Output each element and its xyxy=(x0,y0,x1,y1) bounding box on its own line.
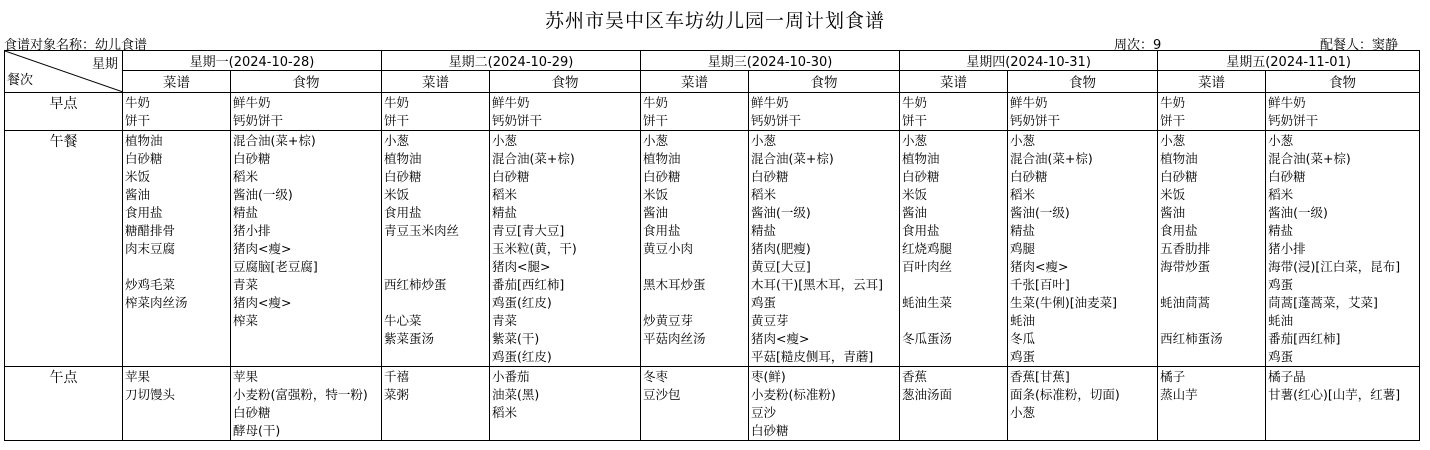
food-item: 混合油(菜+棕) xyxy=(233,133,316,148)
recipe-item: 牛奶 xyxy=(902,95,928,110)
food-item: 小麦粉(富强粉，特一粉) xyxy=(233,387,368,402)
recipe-item xyxy=(384,258,487,276)
food-item: 鸡腿 xyxy=(1010,241,1036,256)
corner-meal-label: 餐次 xyxy=(7,73,34,88)
food-item: 茼蒿[蓬蒿菜，艾菜] xyxy=(1268,295,1378,310)
food-item xyxy=(1010,422,1155,440)
recipe-item: 酱油 xyxy=(1160,205,1186,220)
food-item: 鲜牛奶 xyxy=(233,95,271,110)
recipe-item: 榨菜肉丝汤 xyxy=(125,295,188,310)
food-item: 鸡蛋 xyxy=(1268,277,1294,292)
page-title: 苏州市吴中区车坊幼儿园一周计划食谱 xyxy=(544,10,885,32)
food-item: 鸡蛋(红皮) xyxy=(492,295,552,310)
recipe-item xyxy=(902,312,1005,330)
food-item: 鸡蛋(红皮) xyxy=(492,349,552,364)
food-item: 青菜 xyxy=(233,277,259,292)
recipe-item xyxy=(1160,422,1263,440)
food-item: 小葱 xyxy=(751,133,777,148)
food-column-header: 食物 xyxy=(490,71,641,93)
food-item: 稻米 xyxy=(1268,187,1294,202)
food-cell xyxy=(490,131,641,367)
food-item: 钙奶饼干 xyxy=(1268,113,1319,128)
recipe-item: 米饭 xyxy=(1160,187,1186,202)
recipe-item: 豆沙包 xyxy=(643,387,681,402)
recipe-item: 菜粥 xyxy=(384,387,410,402)
recipe-item xyxy=(384,348,487,366)
food-item: 混合油(菜+棕) xyxy=(492,151,575,166)
recipe-item: 冬枣 xyxy=(643,369,669,384)
recipe-item: 牛奶 xyxy=(125,95,151,110)
recipe-cell xyxy=(900,93,1008,131)
food-item: 猪肉(肥瘦) xyxy=(751,241,811,256)
food-item: 钙奶饼干 xyxy=(233,113,284,128)
food-item: 猪肉<瘦> xyxy=(751,331,810,346)
food-item: 鲜牛奶 xyxy=(492,95,530,110)
recipe-item: 刀切馒头 xyxy=(125,387,176,402)
recipe-item xyxy=(384,240,487,258)
meal-row xyxy=(5,131,1420,367)
recipe-item: 五香肋排 xyxy=(1160,241,1211,256)
recipe-item: 紫菜蛋汤 xyxy=(384,331,435,346)
day-header: 星期四(2024-10-31) xyxy=(900,51,1158,71)
meal-label: 午点 xyxy=(5,367,123,441)
recipe-item: 米饭 xyxy=(125,169,151,184)
food-item xyxy=(1268,404,1417,422)
recipe-item: 植物油 xyxy=(902,151,940,166)
food-item: 豆沙 xyxy=(751,405,777,420)
food-item: 黄豆芽 xyxy=(751,313,789,328)
recipe-item: 平菇肉丝汤 xyxy=(643,331,706,346)
food-item: 精盐 xyxy=(751,223,777,238)
recipe-item: 牛心菜 xyxy=(384,313,422,328)
food-item: 猪肉<腿> xyxy=(492,259,551,274)
recipe-item: 冬瓜蛋汤 xyxy=(902,331,953,346)
food-item: 钙奶饼干 xyxy=(492,113,543,128)
recipe-cell xyxy=(1158,93,1266,131)
food-cell xyxy=(1266,367,1420,441)
food-item: 鸡蛋 xyxy=(751,295,777,310)
recipe-item xyxy=(902,276,1005,294)
day-header: 星期三(2024-10-30) xyxy=(641,51,900,71)
staff-name: 配餐人：窦静 xyxy=(1320,38,1399,53)
food-item: 番茄[西红柿] xyxy=(1268,331,1341,346)
day-header: 星期五(2024-11-01) xyxy=(1158,51,1420,71)
food-item: 香蕉[甘蕉] xyxy=(1010,369,1070,384)
recipe-column-header: 菜谱 xyxy=(1158,71,1266,93)
food-item: 稻米 xyxy=(492,187,518,202)
food-item: 橘子晶 xyxy=(1268,369,1306,384)
food-item xyxy=(233,348,379,366)
food-item: 稻米 xyxy=(492,405,518,420)
recipe-item: 植物油 xyxy=(384,151,422,166)
food-item: 小葱 xyxy=(1010,133,1036,148)
recipe-item xyxy=(902,422,1005,440)
food-cell xyxy=(490,367,641,441)
food-item xyxy=(492,422,638,440)
food-item: 木耳(干)[黑木耳，云耳] xyxy=(751,277,884,292)
recipe-item xyxy=(125,258,228,276)
corner-cell xyxy=(5,51,123,93)
recipe-item: 植物油 xyxy=(643,151,681,166)
recipe-item xyxy=(643,258,746,276)
food-item: 蚝油 xyxy=(1010,313,1036,328)
food-item: 黄豆[大豆] xyxy=(751,259,811,274)
food-item: 混合油(菜+棕) xyxy=(1010,151,1093,166)
food-item: 冬瓜 xyxy=(1010,331,1036,346)
recipe-cell xyxy=(1158,367,1266,441)
recipe-item: 饼干 xyxy=(384,113,410,128)
food-cell xyxy=(1266,131,1420,367)
food-item: 精盐 xyxy=(233,205,259,220)
recipe-cell xyxy=(382,367,490,441)
recipe-item: 海带炒蛋 xyxy=(1160,259,1211,274)
food-item: 白砂糖 xyxy=(233,405,271,420)
recipe-item: 肉末豆腐 xyxy=(125,241,176,256)
food-cell xyxy=(490,93,641,131)
food-item: 鲜牛奶 xyxy=(751,95,789,110)
food-item: 猪小排 xyxy=(233,223,271,238)
food-item: 酱油(一级) xyxy=(1010,205,1070,220)
food-item: 精盐 xyxy=(492,205,518,220)
food-item: 小番茄 xyxy=(492,369,530,384)
recipe-item: 牛奶 xyxy=(1160,95,1186,110)
recipe-cell xyxy=(900,367,1008,441)
recipe-item: 米饭 xyxy=(643,187,669,202)
recipe-item: 蚝油生菜 xyxy=(902,295,953,310)
food-cell xyxy=(749,131,900,367)
food-item: 平菇[糙皮侧耳，青蘑] xyxy=(751,349,874,364)
meal-label: 午餐 xyxy=(5,131,123,367)
food-cell xyxy=(1266,93,1420,131)
food-item: 生菜(牛俐)[油麦菜] xyxy=(1010,295,1118,310)
recipe-item: 牛奶 xyxy=(643,95,669,110)
food-item: 酱油(一级) xyxy=(751,205,811,220)
recipe-item xyxy=(125,312,228,330)
recipe-item xyxy=(384,294,487,312)
food-column-header: 食物 xyxy=(231,71,382,93)
food-item: 面条(标准粉，切面) xyxy=(1010,387,1120,402)
food-item: 白砂糖 xyxy=(233,151,271,166)
recipe-item: 千禧 xyxy=(384,369,410,384)
recipe-cell xyxy=(382,93,490,131)
recipe-item: 饼干 xyxy=(125,113,151,128)
food-cell xyxy=(1008,93,1158,131)
recipe-item: 酱油 xyxy=(125,187,151,202)
food-item: 猪肉<瘦> xyxy=(233,295,292,310)
food-item: 鲜牛奶 xyxy=(1268,95,1306,110)
recipe-item: 食用盐 xyxy=(902,223,940,238)
recipe-item: 黑木耳炒蛋 xyxy=(643,277,706,292)
food-cell xyxy=(1008,367,1158,441)
recipe-item: 葱油汤面 xyxy=(902,387,953,402)
recipe-item: 西红柿蛋汤 xyxy=(1160,331,1223,346)
recipe-item: 饼干 xyxy=(902,113,928,128)
recipe-item xyxy=(643,422,746,440)
recipe-item xyxy=(1160,404,1263,422)
food-item: 小葱 xyxy=(492,133,518,148)
header-row-days xyxy=(5,51,1420,71)
recipe-item: 饼干 xyxy=(643,113,669,128)
food-item: 紫菜(干) xyxy=(492,331,540,346)
recipe-cell xyxy=(900,131,1008,367)
food-cell xyxy=(231,93,382,131)
recipe-item: 白砂糖 xyxy=(1160,169,1198,184)
recipe-item: 植物油 xyxy=(125,133,163,148)
food-item: 豆腐脑[老豆腐] xyxy=(233,259,318,274)
recipe-item xyxy=(1160,348,1263,366)
food-item: 海带(浸)[江白菜，昆布] xyxy=(1268,259,1401,274)
recipe-item: 小葱 xyxy=(1160,133,1186,148)
food-item: 鲜牛奶 xyxy=(1010,95,1048,110)
food-item: 鸡蛋 xyxy=(1268,349,1294,364)
recipe-cell xyxy=(641,131,749,367)
food-item: 酱油(一级) xyxy=(233,187,293,202)
recipe-cell xyxy=(123,131,231,367)
food-cell xyxy=(1008,131,1158,367)
food-item: 混合油(菜+棕) xyxy=(751,151,834,166)
recipe-item: 牛奶 xyxy=(384,95,410,110)
recipe-item xyxy=(384,404,487,422)
recipe-item xyxy=(125,348,228,366)
corner-week-label: 星期 xyxy=(91,57,118,72)
recipe-item: 蒸山芋 xyxy=(1160,387,1198,402)
day-header: 星期二(2024-10-29) xyxy=(382,51,641,71)
recipe-item: 食用盐 xyxy=(384,205,422,220)
food-column-header: 食物 xyxy=(1008,71,1158,93)
food-item: 蚝油 xyxy=(1268,313,1294,328)
recipe-item: 小葱 xyxy=(643,133,669,148)
food-item: 猪肉<瘦> xyxy=(1010,259,1069,274)
recipe-item xyxy=(125,422,228,440)
header-row-columns xyxy=(5,71,1420,93)
recipe-item xyxy=(1160,312,1263,330)
recipe-item xyxy=(643,404,746,422)
recipe-item: 植物油 xyxy=(1160,151,1198,166)
recipe-item xyxy=(643,348,746,366)
food-item: 白砂糖 xyxy=(751,423,789,438)
food-cell xyxy=(749,93,900,131)
food-item: 小葱 xyxy=(1268,133,1294,148)
food-item: 稻米 xyxy=(1010,187,1036,202)
recipe-cell xyxy=(123,93,231,131)
recipe-cell xyxy=(641,93,749,131)
recipe-item xyxy=(384,422,487,440)
recipe-cell xyxy=(382,131,490,367)
recipe-item: 食用盐 xyxy=(1160,223,1198,238)
recipe-item: 食用盐 xyxy=(643,223,681,238)
food-item: 酱油(一级) xyxy=(1268,205,1328,220)
food-item: 钙奶饼干 xyxy=(1010,113,1061,128)
recipe-item: 炒黄豆芽 xyxy=(643,313,694,328)
recipe-item: 黄豆小肉 xyxy=(643,241,694,256)
recipe-cell xyxy=(123,367,231,441)
menu-table xyxy=(4,50,1420,441)
recipe-item: 白砂糖 xyxy=(125,151,163,166)
food-cell xyxy=(749,367,900,441)
recipe-item: 白砂糖 xyxy=(902,169,940,184)
food-item: 稻米 xyxy=(233,169,259,184)
recipe-item: 苹果 xyxy=(125,369,151,384)
food-item: 猪肉<瘦> xyxy=(233,241,292,256)
recipe-item: 食用盐 xyxy=(125,205,163,220)
food-cell xyxy=(231,367,382,441)
food-item: 玉米粒(黄，干) xyxy=(492,241,577,256)
recipe-cell xyxy=(641,367,749,441)
recipe-item xyxy=(1160,276,1263,294)
food-item: 稻米 xyxy=(751,187,777,202)
food-item: 苹果 xyxy=(233,369,259,384)
recipe-item: 米饭 xyxy=(384,187,410,202)
food-column-header: 食物 xyxy=(749,71,900,93)
recipe-item: 白砂糖 xyxy=(384,169,422,184)
food-item: 白砂糖 xyxy=(492,169,530,184)
recipe-item: 橘子 xyxy=(1160,369,1186,384)
food-item: 混合油(菜+棕) xyxy=(1268,151,1351,166)
recipe-column-header: 菜谱 xyxy=(382,71,490,93)
recipe-item: 饼干 xyxy=(1160,113,1186,128)
recipe-cell xyxy=(1158,131,1266,367)
recipe-item: 炒鸡毛菜 xyxy=(125,277,176,292)
recipe-column-header: 菜谱 xyxy=(123,71,231,93)
recipe-item: 小葱 xyxy=(384,133,410,148)
food-cell xyxy=(231,131,382,367)
week-number: 周次：9 xyxy=(1114,38,1162,53)
food-item: 小麦粉(标准粉) xyxy=(751,387,836,402)
food-item: 枣(鲜) xyxy=(751,369,786,384)
recipe-item: 米饭 xyxy=(902,187,928,202)
recipe-item xyxy=(902,348,1005,366)
recipe-item: 青豆玉米肉丝 xyxy=(384,223,460,238)
food-item xyxy=(1268,422,1417,440)
food-item: 白砂糖 xyxy=(1010,169,1048,184)
food-item: 油菜(黑) xyxy=(492,387,540,402)
food-item: 千张[百叶] xyxy=(1010,277,1070,292)
food-column-header: 食物 xyxy=(1266,71,1420,93)
recipe-column-header: 菜谱 xyxy=(900,71,1008,93)
food-item xyxy=(233,330,379,348)
recipe-item xyxy=(902,404,1005,422)
food-item: 精盐 xyxy=(1010,223,1036,238)
recipe-item xyxy=(125,404,228,422)
recipe-item: 红烧鸡腿 xyxy=(902,241,953,256)
meal-row xyxy=(5,367,1420,441)
recipe-item: 酱油 xyxy=(643,205,669,220)
food-item: 青菜 xyxy=(492,313,518,328)
food-item: 榨菜 xyxy=(233,313,259,328)
food-item: 猪小排 xyxy=(1268,241,1306,256)
meal-label: 早点 xyxy=(5,93,123,131)
food-item: 番茄[西红柿] xyxy=(492,277,565,292)
recipe-item: 蚝油茼蒿 xyxy=(1160,295,1211,310)
recipe-item: 糖醋排骨 xyxy=(125,223,176,238)
recipe-column-header: 菜谱 xyxy=(641,71,749,93)
food-item: 小葱 xyxy=(1010,405,1036,420)
recipe-item: 酱油 xyxy=(902,205,928,220)
food-item: 酵母(干) xyxy=(233,423,281,438)
food-item: 精盐 xyxy=(1268,223,1294,238)
food-item: 鸡蛋 xyxy=(1010,349,1036,364)
recipe-item: 白砂糖 xyxy=(643,169,681,184)
meal-row xyxy=(5,93,1420,131)
food-item: 甘薯(红心)[山芋，红薯] xyxy=(1268,387,1401,402)
food-item: 钙奶饼干 xyxy=(751,113,802,128)
recipe-item: 小葱 xyxy=(902,133,928,148)
food-item: 青豆[青大豆] xyxy=(492,223,565,238)
recipe-item: 香蕉 xyxy=(902,369,928,384)
recipe-item: 百叶肉丝 xyxy=(902,259,953,274)
day-header: 星期一(2024-10-28) xyxy=(123,51,382,71)
recipe-item xyxy=(125,330,228,348)
recipe-item xyxy=(643,294,746,312)
food-item: 白砂糖 xyxy=(1268,169,1306,184)
recipe-target: 食谱对象名称：幼儿食谱 xyxy=(4,38,148,53)
recipe-item: 西红柿炒蛋 xyxy=(384,277,447,292)
food-item: 白砂糖 xyxy=(751,169,789,184)
